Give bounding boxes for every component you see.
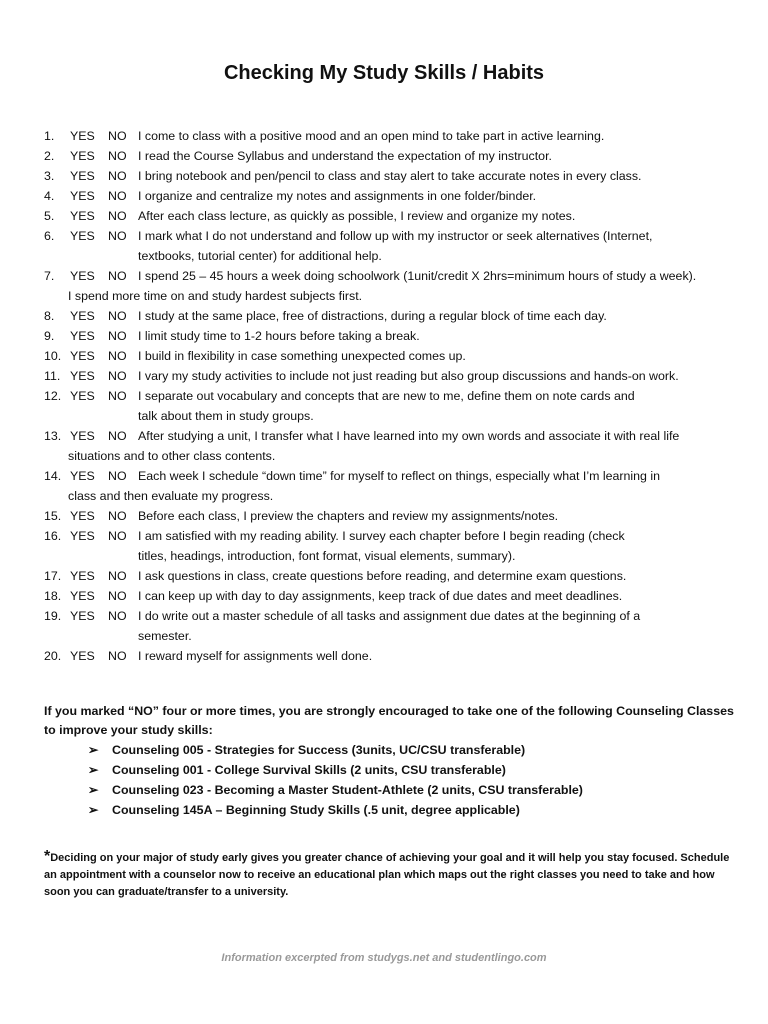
- asterisk: *: [44, 848, 51, 865]
- item-number: 8.: [44, 309, 55, 323]
- yes-option[interactable]: YES: [70, 269, 95, 283]
- item-text: I come to class with a positive mood and an open mind to take part in active learning.: [138, 129, 605, 143]
- item-number: 15.: [44, 509, 62, 523]
- checklist-item: [44, 386, 734, 406]
- yes-option[interactable]: YES: [70, 169, 95, 183]
- item-number: 1.: [44, 129, 55, 143]
- yes-option[interactable]: YES: [70, 349, 95, 363]
- item-number: 9.: [44, 329, 55, 343]
- no-option[interactable]: NO: [108, 509, 127, 523]
- checklist-item: [44, 586, 734, 606]
- item-text-continued: I spend more time on and study hardest subjects first.: [68, 289, 363, 303]
- yes-option[interactable]: YES: [70, 329, 95, 343]
- yes-option[interactable]: YES: [70, 609, 95, 623]
- course-list: [88, 740, 583, 820]
- checklist-item: [44, 366, 734, 386]
- no-option[interactable]: NO: [108, 649, 127, 663]
- checklist-item: [44, 566, 734, 586]
- advice-text: Deciding on your major of study early gives you greater chance of achieving your goal and it will help you stay focused. Schedule an appointment with a counselor now to receive an educational plan which maps out the right classes you need to take and how soon you can graduate/transfer to a university.: [44, 852, 730, 898]
- item-number: 13.: [44, 429, 62, 443]
- no-option[interactable]: NO: [108, 589, 127, 603]
- checklist-item: [44, 526, 734, 546]
- yes-option[interactable]: YES: [70, 649, 95, 663]
- counseling-note: If you marked “NO” four or more times, you are strongly encouraged to take one of the following Counseling Classes to improve your study skills:: [44, 704, 734, 737]
- item-number: 12.: [44, 389, 62, 403]
- checklist-item: [44, 126, 734, 146]
- checklist-item: [44, 426, 734, 446]
- yes-option[interactable]: YES: [70, 189, 95, 203]
- item-text-continued: class and then evaluate my progress.: [68, 489, 274, 503]
- yes-option[interactable]: YES: [70, 429, 95, 443]
- item-number: 3.: [44, 169, 55, 183]
- item-text: After each class lecture, as quickly as possible, I review and organize my notes.: [138, 209, 576, 223]
- advice-note: [44, 848, 734, 901]
- yes-option[interactable]: YES: [70, 209, 95, 223]
- no-option[interactable]: NO: [108, 229, 127, 243]
- item-number: 16.: [44, 529, 62, 543]
- item-text: I spend 25 – 45 hours a week doing schoolwork (1unit/credit X 2hrs=minimum hours of study a week).: [138, 269, 697, 283]
- yes-option[interactable]: YES: [70, 469, 95, 483]
- arrow-bullet-icon: ➢: [88, 783, 99, 797]
- no-option[interactable]: NO: [108, 569, 127, 583]
- checklist-item: [44, 146, 734, 166]
- item-text-continued: talk about them in study groups.: [138, 409, 314, 423]
- item-text: I can keep up with day to day assignments, keep track of due dates and meet deadlines.: [138, 589, 623, 603]
- item-text: I ask questions in class, create questions before reading, and determine exam questions.: [138, 569, 627, 583]
- item-text: I organize and centralize my notes and assignments in one folder/binder.: [138, 189, 537, 203]
- item-text: I build in flexibility in case something unexpected comes up.: [138, 349, 466, 363]
- checklist-item: [44, 226, 734, 246]
- yes-option[interactable]: YES: [70, 589, 95, 603]
- no-option[interactable]: NO: [108, 309, 127, 323]
- checklist-item: [44, 646, 734, 666]
- item-number: 20.: [44, 649, 62, 663]
- item-text: I mark what I do not understand and follow up with my instructor or seek alternatives (Internet,: [138, 229, 653, 243]
- no-option[interactable]: NO: [108, 169, 127, 183]
- no-option[interactable]: NO: [108, 269, 127, 283]
- no-option[interactable]: NO: [108, 129, 127, 143]
- course-text: Counseling 023 - Becoming a Master Student-Athlete (2 units, CSU transferable): [112, 783, 583, 797]
- yes-option[interactable]: YES: [70, 509, 95, 523]
- yes-option[interactable]: YES: [70, 569, 95, 583]
- arrow-bullet-icon: ➢: [88, 763, 99, 777]
- yes-option[interactable]: YES: [70, 369, 95, 383]
- item-text: Before each class, I preview the chapters and review my assignments/notes.: [138, 509, 559, 523]
- item-number: 4.: [44, 189, 55, 203]
- course-item: [88, 780, 583, 800]
- yes-option[interactable]: YES: [70, 389, 95, 403]
- checklist-item: [44, 266, 734, 286]
- item-text: After studying a unit, I transfer what I have learned into my own words and associate it with real life: [138, 429, 680, 443]
- item-text: Each week I schedule “down time” for myself to reflect on things, especially what I’m learning in: [138, 469, 661, 483]
- yes-option[interactable]: YES: [70, 529, 95, 543]
- item-number: 19.: [44, 609, 62, 623]
- item-text: I bring notebook and pen/pencil to class and stay alert to take accurate notes in every class.: [138, 169, 642, 183]
- checklist-item: [44, 206, 734, 226]
- item-number: 2.: [44, 149, 55, 163]
- checklist-item: [44, 606, 734, 626]
- item-text: I do write out a master schedule of all tasks and assignment due dates at the beginning of a: [138, 609, 641, 623]
- arrow-bullet-icon: ➢: [88, 743, 99, 757]
- no-option[interactable]: NO: [108, 529, 127, 543]
- item-text-continued: titles, headings, introduction, font format, visual elements, summary).: [138, 549, 516, 563]
- no-option[interactable]: NO: [108, 329, 127, 343]
- item-text: I vary my study activities to include not just reading but also group discussions and hands-on work.: [138, 369, 679, 383]
- yes-option[interactable]: YES: [70, 309, 95, 323]
- item-number: 11.: [44, 369, 61, 383]
- item-number: 10.: [44, 349, 62, 363]
- no-option[interactable]: NO: [108, 189, 127, 203]
- course-text: Counseling 145A – Beginning Study Skills (.5 unit, degree applicable): [112, 803, 520, 817]
- item-number: 17.: [44, 569, 62, 583]
- checklist-item: [44, 506, 734, 526]
- course-text: Counseling 001 - College Survival Skills (2 units, CSU transferable): [112, 763, 506, 777]
- checklist-item: [44, 306, 734, 326]
- item-text-continued: situations and to other class contents.: [68, 449, 276, 463]
- item-text: I study at the same place, free of distractions, during a regular block of time each day.: [138, 309, 607, 323]
- source-footer: Information excerpted from studygs.net and studentlingo.com: [221, 952, 547, 964]
- checklist-item: [44, 166, 734, 186]
- no-option[interactable]: NO: [108, 469, 127, 483]
- course-text: Counseling 005 - Strategies for Success (3units, UC/CSU transferable): [112, 743, 526, 757]
- item-text: I separate out vocabulary and concepts that are new to me, define them on note cards and: [138, 389, 635, 403]
- yes-option[interactable]: YES: [70, 149, 95, 163]
- arrow-bullet-icon: ➢: [88, 803, 99, 817]
- no-option[interactable]: NO: [108, 429, 127, 443]
- checklist-item: [44, 326, 734, 346]
- item-number: 14.: [44, 469, 62, 483]
- item-text: I read the Course Syllabus and understand the expectation of my instructor.: [138, 149, 552, 163]
- no-option[interactable]: NO: [108, 609, 127, 623]
- page-title: Checking My Study Skills / Habits: [223, 62, 545, 84]
- course-item: [88, 800, 583, 820]
- item-number: 18.: [44, 589, 62, 603]
- item-number: 7.: [44, 269, 55, 283]
- item-number: 6.: [44, 229, 55, 243]
- item-text: I reward myself for assignments well done.: [138, 649, 373, 663]
- no-option[interactable]: NO: [108, 389, 127, 403]
- item-text: I limit study time to 1-2 hours before taking a break.: [138, 329, 420, 343]
- yes-option[interactable]: YES: [70, 129, 95, 143]
- item-text-continued: textbooks, tutorial center) for additional help.: [138, 249, 382, 263]
- item-text: I am satisfied with my reading ability. I survey each chapter before I begin reading (check: [138, 529, 625, 543]
- no-option[interactable]: NO: [108, 149, 127, 163]
- course-item: [88, 760, 583, 780]
- no-option[interactable]: NO: [108, 349, 127, 363]
- yes-option[interactable]: YES: [70, 229, 95, 243]
- item-text-continued: semester.: [138, 629, 192, 643]
- checklist-item: [44, 186, 734, 206]
- no-option[interactable]: NO: [108, 209, 127, 223]
- checklist-item: [44, 346, 734, 366]
- checklist-item: [44, 466, 734, 486]
- checklist: [44, 126, 734, 666]
- course-item: [88, 740, 583, 760]
- item-number: 5.: [44, 209, 55, 223]
- no-option[interactable]: NO: [108, 369, 127, 383]
